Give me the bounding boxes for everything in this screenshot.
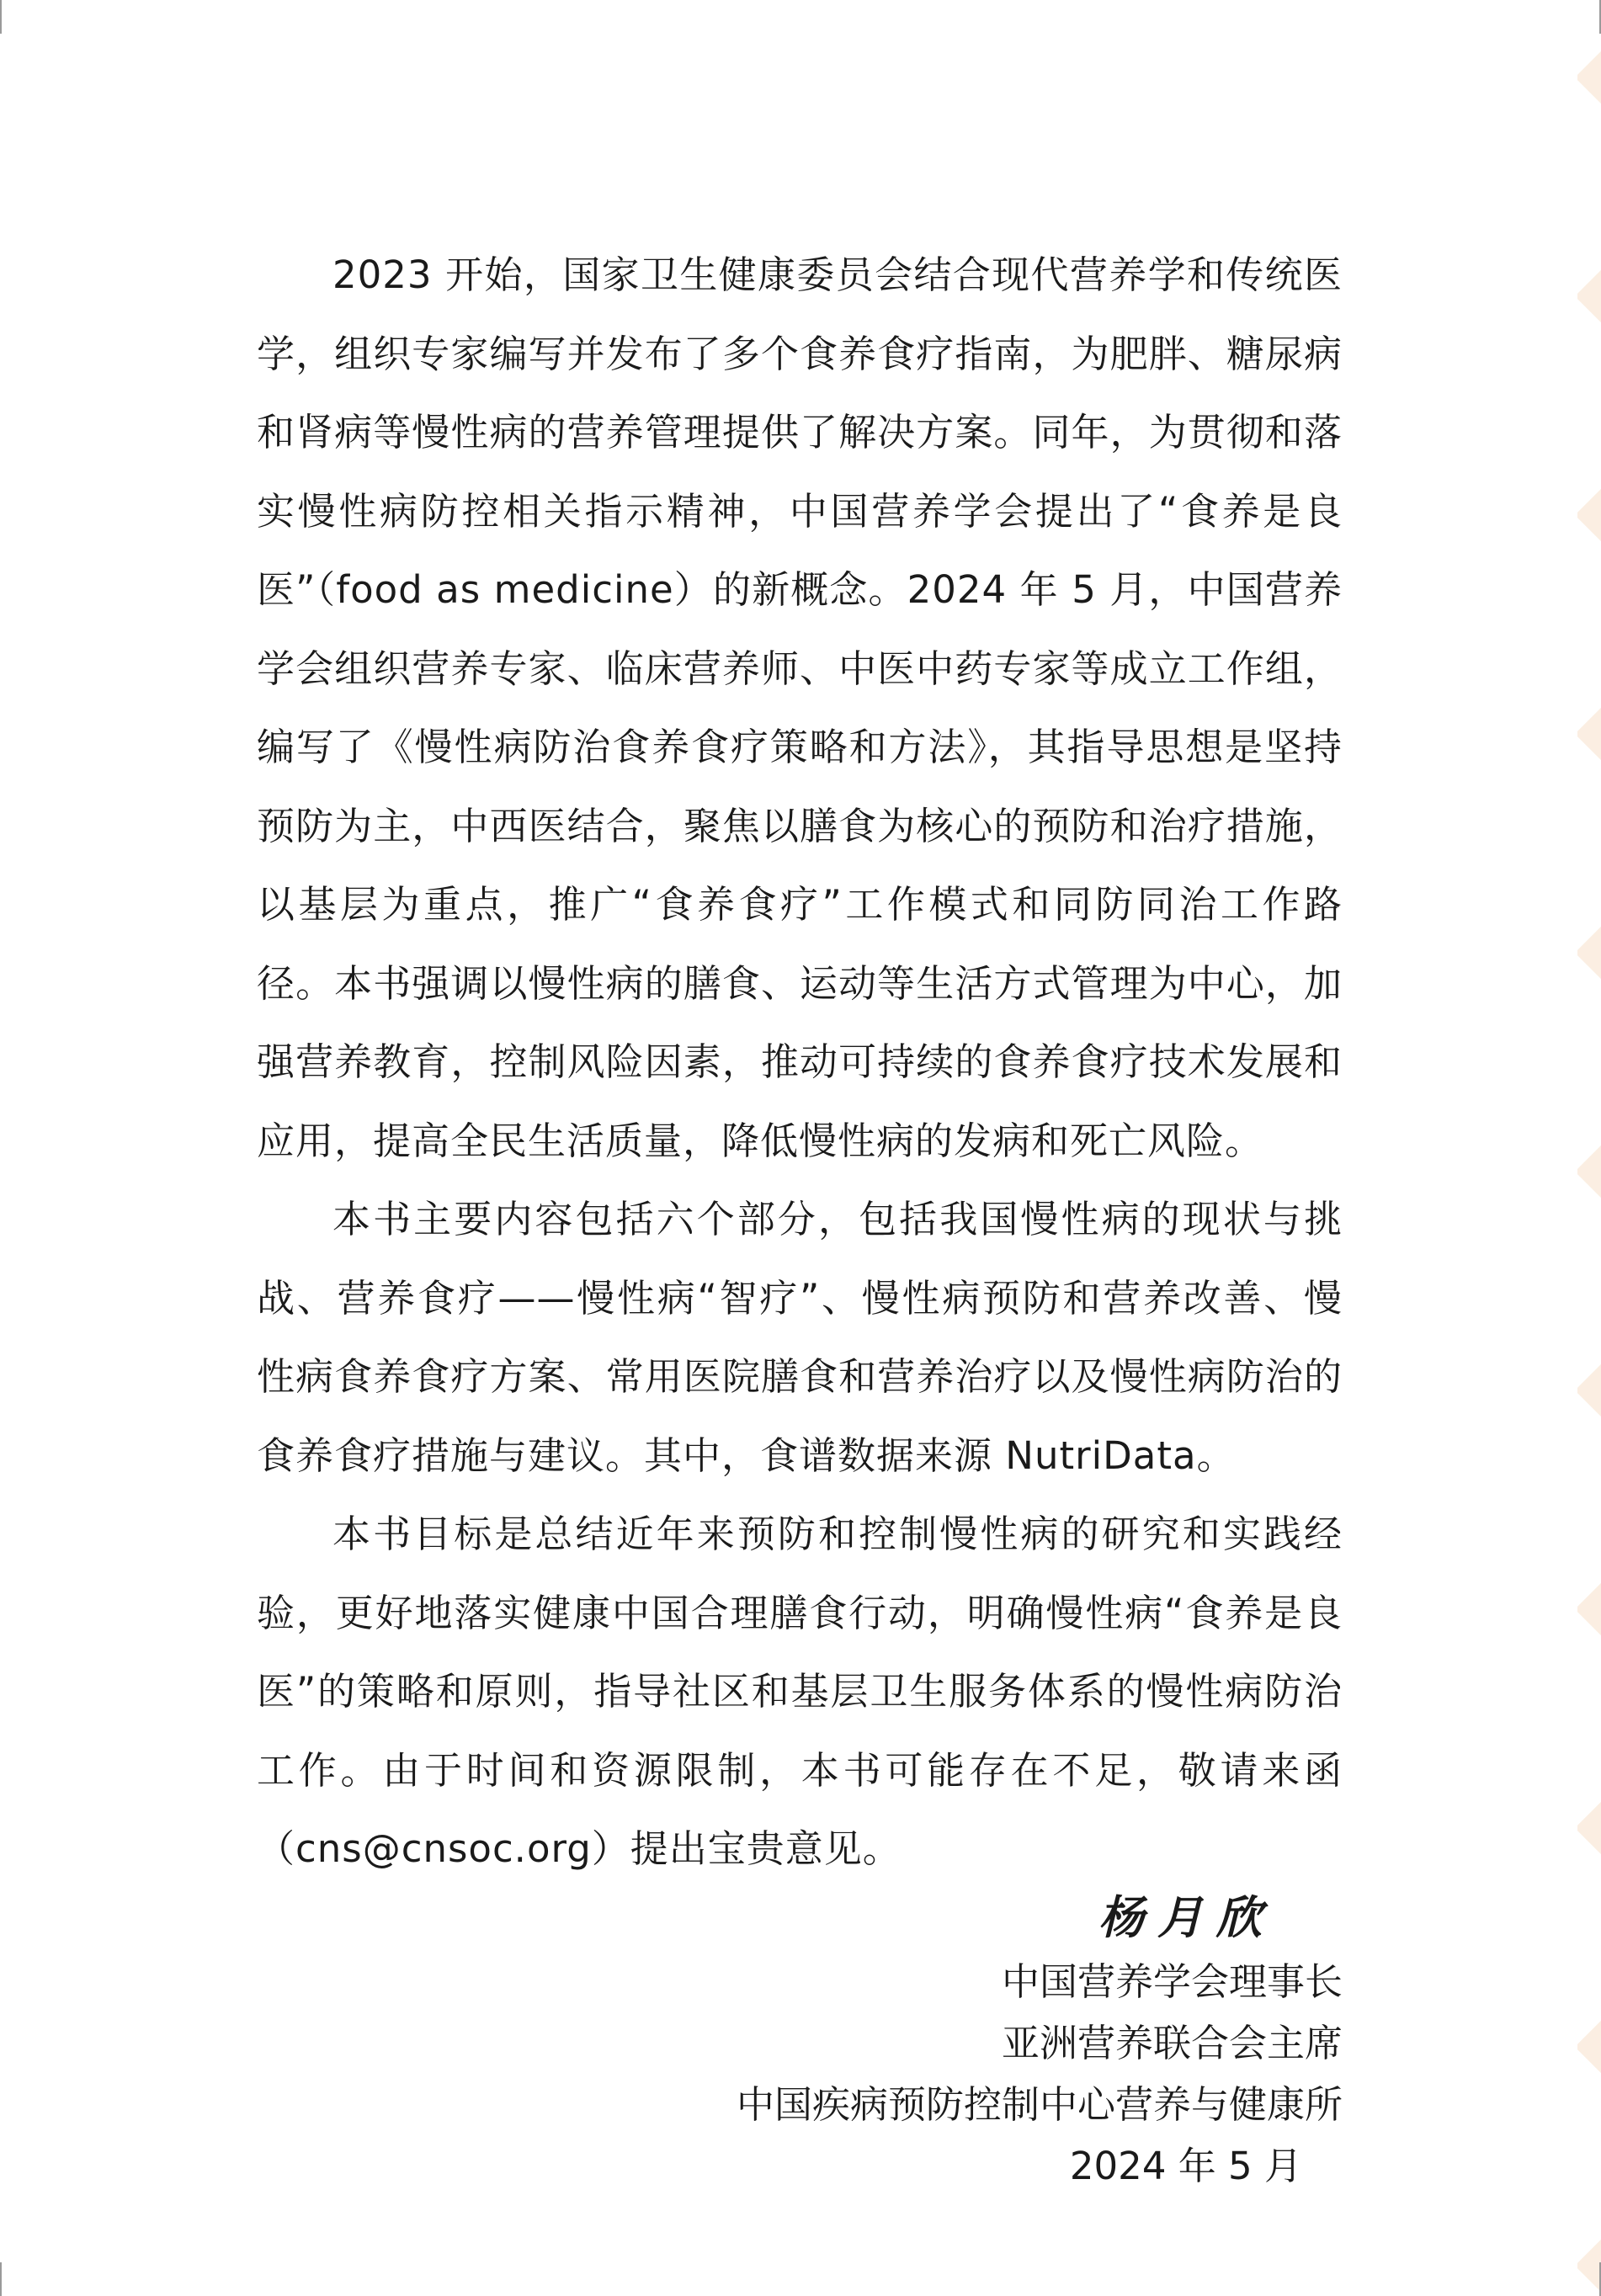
preface-body [257, 236, 1343, 1889]
paragraph-3: 本书目标是总结近年来预防和控制慢性病的研究和实践经验，更好地落实健康中国合理膳食行动，明确慢性病“食养是良医”的策略和原则，指导社区和基层卫生服务体系的慢性病防治工作。由于时间和资源限制，本书可能存在不足，敬请来函（cns@cnsoc.org）提出宝贵意见。 [257, 1512, 1343, 1871]
signature-name: 杨月欣 [1098, 1890, 1275, 1944]
signature-block [737, 1884, 1343, 2197]
paragraph-1: 2023 开始，国家卫生健康委员会结合现代营养学和传统医学，组织专家编写并发布了多个食养食疗指南，为肥胖、糖尿病和肾病等慢性病的营养管理提供了解决方案。同年，为贯彻和落实慢性病防控相关指示精神，中国营养学会提出了“食养是良医”（food as medicine）的新概念。2024 年 5 月，中国营养学会组织营养专家、临床营养师、中医中药专家等成立工作组，编写了《慢性病防治食养食疗策略和方法》，其指导思想是坚持预防为主，中西医结合，聚焦以膳食为核心的预防和治疗措施，以基层为重点，推广“食养食疗”工作模式和同防同治工作路径。本书强调以慢性病的膳食、运动等生活方式管理为中心，加强营养教育，控制风险因素，推动可持续的食养食疗技术发展和应用，提高全民生活质量，降低慢性病的发病和死亡风险。 [257, 252, 1343, 1163]
crop-mark [0, 2262, 2, 2296]
edge-decoration [1577, 0, 1601, 2296]
paragraph-2: 本书主要内容包括六个部分，包括我国慢性病的现状与挑战、营养食疗——慢性病“智疗”、慢性病预防和营养改善、慢性病食养食疗方案、常用医院膳食和营养治疗以及慢性病防治的食养食疗措施与建议。其中，食谱数据来源 NutriData。 [257, 1197, 1343, 1478]
signature-date: 2024 年 5 月 [1069, 2144, 1302, 2188]
signature-title: 亚洲营养联合会主席 [1001, 2021, 1343, 2065]
crop-mark [0, 0, 2, 34]
signature-title: 中国疾病预防控制中心营养与健康所 [736, 2082, 1343, 2127]
signature-title: 中国营养学会理事长 [1001, 1959, 1343, 2004]
